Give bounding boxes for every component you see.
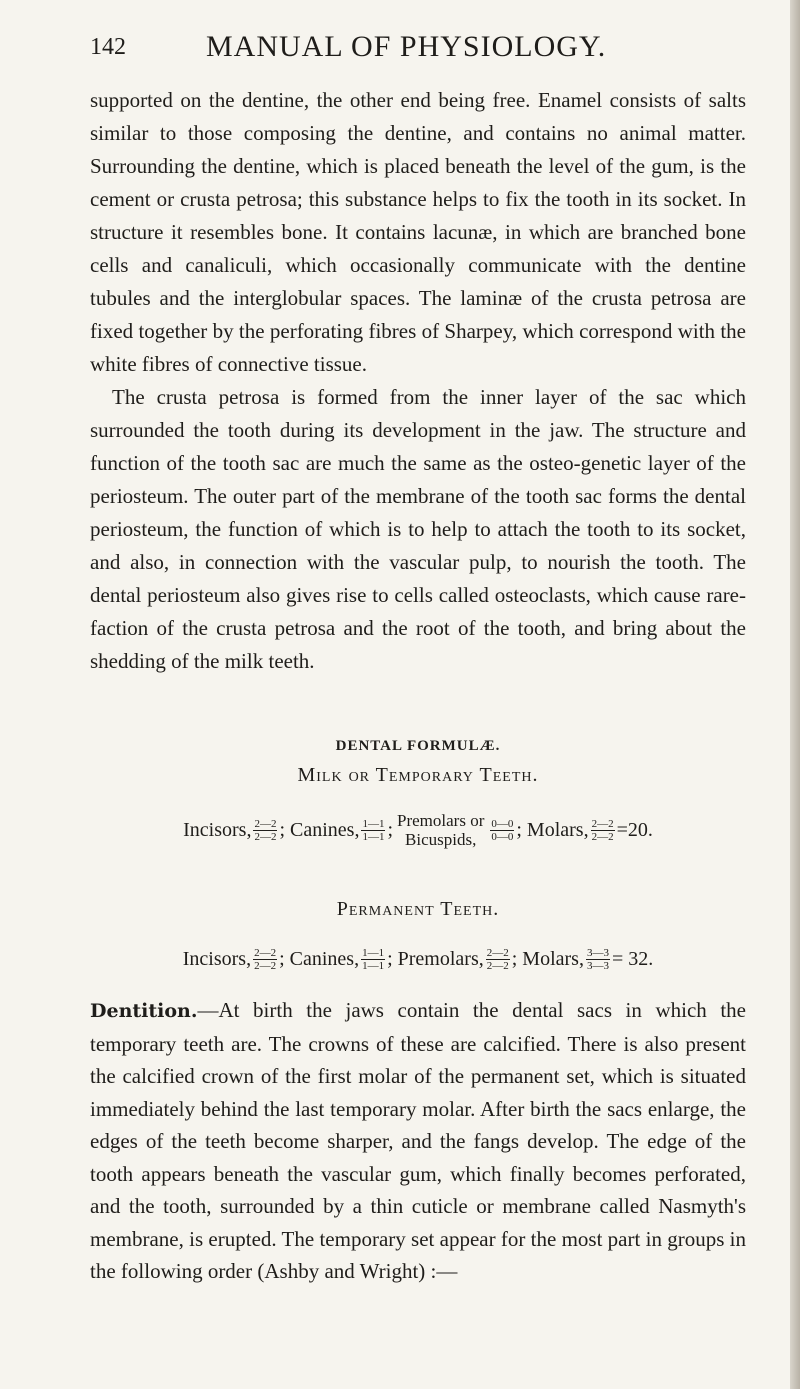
perm-premolars-label: ; Premolars, bbox=[387, 947, 484, 970]
page-number: 142 bbox=[90, 34, 126, 60]
milk-molars-fraction: $\frac{2—2}{2—2}$ bbox=[591, 817, 614, 843]
perm-canines-fraction: $\frac{1—1}{1—1}$ bbox=[362, 946, 385, 972]
page-header bbox=[90, 30, 740, 70]
perm-incisors-fraction: $\frac{2—2}{2—2}$ bbox=[254, 946, 277, 972]
perm-premolars-fraction: $\frac{2—2}{2—2}$ bbox=[486, 946, 509, 972]
running-title: MANUAL OF PHYSIOLOGY. bbox=[206, 30, 607, 63]
perm-incisors-label: Incisors, bbox=[182, 947, 252, 970]
paragraph-1: supported on the dentine, the other end being free. Enamel consists of salts similar to those composing the dentine, and contains no animal matter. Surrounding the dentine, which is placed beneath the level of the gum, is the cement or crusta petrosa; this substance helps to fix the tooth in its socket. In structure it resembles bone. It contains lacunæ, in which are branched bone cells and canaliculi, which occasionally communicate with the dentine tubules and the interglobular spaces. The laminæ of the crusta petrosa are fixed together by the perforating fibres of Sharpey, which correspond with the white fibres of connective tissue. bbox=[90, 88, 746, 376]
permanent-teeth-formula bbox=[90, 934, 746, 984]
milk-canines-fraction: $\frac{1—1}{1—1}$ bbox=[362, 817, 385, 843]
milk-premolars-fraction: $\frac{0—0}{0—0}$ bbox=[491, 817, 514, 843]
milk-teeth-formula: Incisors, $\frac{2—2}{2—2}$ ; Canines, $\frac{1—1}{1—1}$ ; Premolars or Bicuspids, $\frac{0—0}{0—0}$ ; Molars, $\frac{2—2}{2—2}$ =20. bbox=[183, 811, 653, 849]
milk-premolars-label: Premolars or Bicuspids, bbox=[397, 811, 485, 849]
paragraph-2: The crusta petrosa is formed from the inner layer of the sac which surrounded the tooth during its development in the jaw. The structure and function of the tooth sac are much the same as the osteo-genetic layer of the periosteum. The outer part of the membrane of the tooth sac forms the dental periosteum, the function of which is to help to attach the tooth to its socket, and also, in connection with the vascular pulp, to nourish the tooth. The dental periosteum also gives rise to cells called osteoclasts, which cause rare-faction of the crusta petrosa and the root of the tooth, and bring about the shedding of the milk teeth. bbox=[90, 385, 746, 673]
dentition-paragraph bbox=[90, 994, 746, 1288]
dentition-heading: Dentition. bbox=[90, 1000, 198, 1022]
milk-incisors-label: Incisors, bbox=[183, 818, 252, 841]
dental-formulae-heading: DENTAL FORMULÆ. bbox=[335, 738, 501, 754]
milk-incisors-fraction: $\frac{2—2}{2—2}$ bbox=[254, 817, 277, 843]
dentition-text: —At birth the jaws contain the dental sacs in which the temporary teeth are. The crowns of these are calcified. There is also present the calcified crown of the first molar of the permanent set, which is situated immediately behind the last temporary molar. After birth the sacs enlarge, the edges of the teeth become sharper, and the fangs develop. The edge of the tooth appears beneath the vascular gum, which finally becomes perforated, and the tooth, surrounded by a thin cuticle or membrane called Nasmyth's membrane, is erupted. The temporary set appear for the most part in groups in the following order (Ashby and Wright) :— bbox=[90, 998, 746, 1283]
milk-molars-label: ; Molars, bbox=[516, 818, 589, 841]
page-edge bbox=[790, 0, 800, 1389]
perm-molars-label: ; Molars, bbox=[511, 947, 584, 970]
milk-canines-label: ; Canines, bbox=[279, 818, 360, 841]
perm-total: = 32. bbox=[611, 947, 654, 970]
milk-teeth-heading: Milk or Temporary Teeth. bbox=[297, 764, 539, 786]
perm-molars-fraction: $\frac{3—3}{3—3}$ bbox=[586, 946, 609, 972]
milk-total: =20. bbox=[616, 818, 653, 841]
permanent-teeth-heading: Permanent Teeth. bbox=[336, 898, 500, 920]
perm-canines-label: ; Canines, bbox=[279, 947, 360, 970]
body-text bbox=[90, 84, 746, 678]
